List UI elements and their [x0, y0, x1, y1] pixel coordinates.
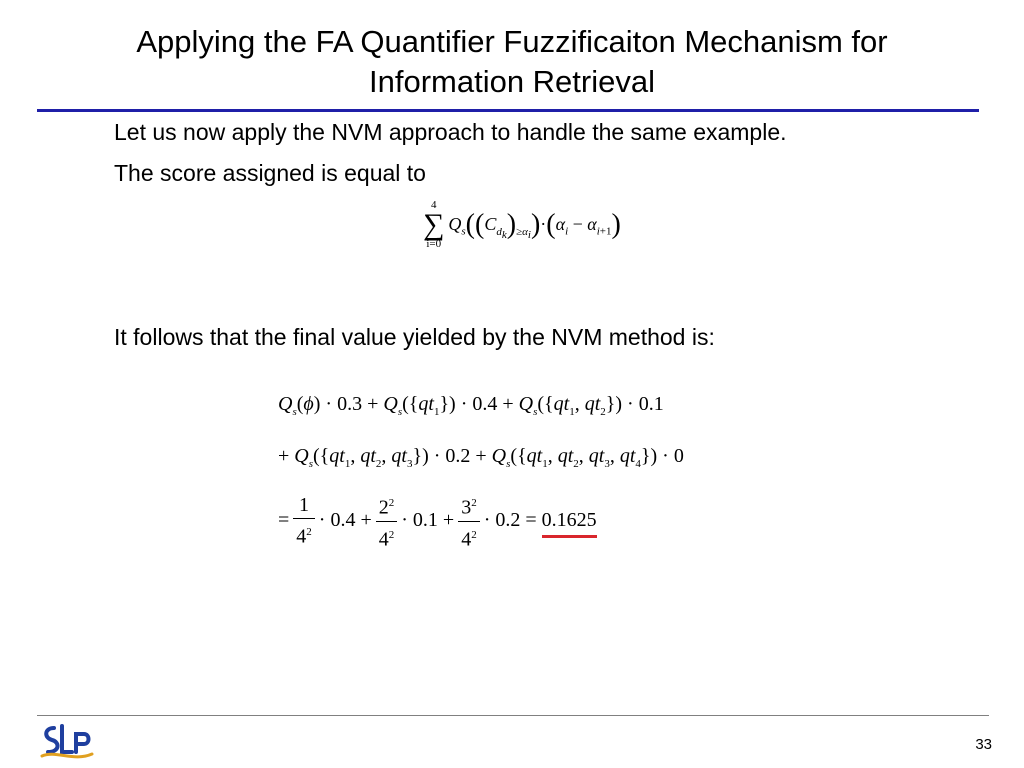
fraction-1-den-exponent: 2	[306, 526, 312, 539]
weight-3: 0.1	[638, 393, 664, 415]
fraction-2-num-exponent: 2	[388, 497, 395, 509]
fraction-2	[376, 490, 398, 552]
weight-1: 0.3	[337, 393, 363, 415]
sigma-icon: ∑	[423, 208, 445, 241]
paragraph-nvm-result: It follows that the final value yielded by the NVM method is:	[114, 324, 715, 350]
fraction-3-num-exponent: 2	[471, 497, 477, 509]
sum-upper-limit: 4	[430, 199, 437, 211]
title-divider	[37, 109, 979, 112]
fraction-2-numerator: 2	[378, 496, 389, 519]
fraction-1	[293, 492, 315, 550]
page-number: 33	[975, 736, 992, 753]
fraction-1-numerator: 1	[293, 492, 315, 519]
coefficient-1: 0.4	[330, 508, 356, 531]
fraction-2-denominator: 4	[378, 528, 389, 551]
weight-2: 0.4	[472, 393, 498, 415]
paragraph-score: The score assigned is equal to	[114, 160, 426, 186]
sum-lower-limit: i=0	[426, 238, 442, 250]
paragraph-intro: Let us now apply the NVM approach to handle the same example.	[114, 119, 787, 145]
slp-logo-icon	[40, 722, 94, 762]
fraction-3-den-exponent: 2	[471, 528, 477, 541]
coefficient-3: 0.2	[495, 508, 521, 531]
summation	[423, 200, 444, 250]
final-result-value: 0.1625	[541, 508, 597, 531]
final-result	[542, 509, 597, 532]
result-underline	[542, 535, 597, 538]
weight-5: 0	[673, 445, 684, 467]
summand: $Q_s((C_{d_k})_{\ge\alpha_i})\cdot(\alpha_i - \alpha_{i+1})$	[448, 209, 621, 241]
equation-line-3: = $\frac{1}{4^2}$ · 0.4 + $\frac{2^2}{4^2}$ · 0.1 + $\frac{3^2}{4^2}$ · 0.2 = 0.1625	[278, 490, 597, 552]
fraction-3-numerator: 3	[461, 496, 472, 519]
equation-line-2: + $Q_s(\{qt_1$, $qt_2$, $qt_3\}) \cdot 0.2 + Q_s(\{qt_1$, $qt_2$, $qt_3$, $qt_4\}) \cdot 0$	[278, 445, 684, 470]
fraction-1-denominator: 4	[296, 525, 307, 548]
footer-divider	[37, 715, 989, 716]
slide-title	[0, 22, 1024, 102]
slide-title-line1: Applying the FA Quantifier Fuzzificaiton Mechanism for	[136, 24, 888, 59]
equation-line-1: $Q_s(\phi) \cdot 0.3 + Q_s(\{qt_1\}) \cdot 0.4 + Q_s(\{qt_1$, $qt_2\}) \cdot 0.1$	[278, 393, 664, 418]
slide-title-line2: Information Retrieval	[368, 64, 655, 99]
coefficient-2: 0.1	[412, 508, 438, 531]
score-formula	[423, 200, 621, 250]
fraction-2-den-exponent: 2	[388, 528, 395, 541]
fraction-3-denominator: 4	[461, 528, 472, 551]
weight-4: 0.2	[445, 445, 471, 467]
fraction-3	[458, 490, 480, 552]
